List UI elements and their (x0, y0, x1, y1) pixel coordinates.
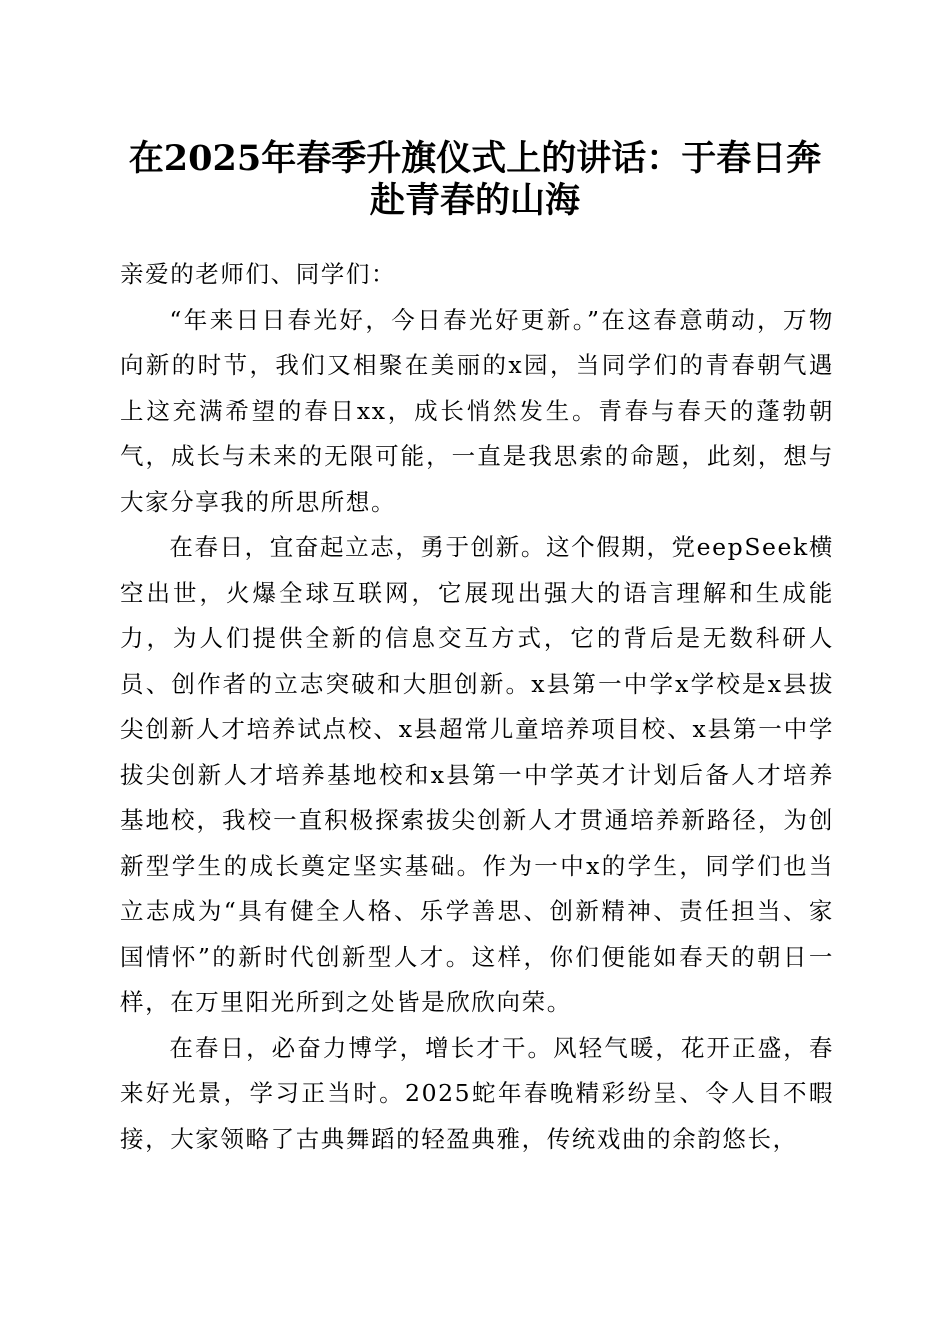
paragraph-learning: 在春日，必奋力博学，增长才干。风轻气暖，花开正盛，春来好光景，学习正当时。2025蛇年春晚精彩纷呈、令人目不暇接，大家领略了古典舞蹈的轻盈典雅，传统戏曲的余韵悠长， (120, 1033, 834, 1153)
document-body (120, 252, 834, 1162)
title-line-2: 赴青春的山海 (369, 180, 580, 221)
paragraph-opening: “年来日日春光好，今日春光好更新。”在这春意萌动，万物向新的时节，我们又相聚在美丽的x园，当同学们的青春朝气遇上这充满希望的春日xx，成长悄然发生。青春与春天的蓬勃朝气，成长与未来的无限可能，一直是我思索的命题，此刻，想与大家分享我的所思所想。 (120, 305, 834, 516)
salutation: 亲爱的老师们、同学们： (120, 260, 397, 288)
document-title (100, 138, 850, 222)
paragraph-innovation: 在春日，宜奋起立志，勇于创新。这个假期，党eepSeek横空出世，火爆全球互联网，它展现出强大的语言理解和生成能力，为人们提供全新的信息交互方式，它的背后是无数科研人员、创作者的立志突破和大胆创新。x县第一中学x学校是x县拔尖创新人才培养试点校、x县超常儿童培养项目校、x县第一中学拔尖创新人才培养基地校和x县第一中学英才计划后备人才培养基地校，我校一直积极探索拔尖创新人才贯通培养新路径，为创新型学生的成长奠定坚实基础。作为一中x的学生，同学们也当立志成为“具有健全人格、乐学善思、创新精神、责任担当、家国情怀”的新时代创新型人才。这样，你们便能如春天的朝日一样，在万里阳光所到之处皆是欣欣向荣。 (120, 533, 834, 1016)
title-line-1: 在2025年春季升旗仪式上的讲话：于春日奔 (128, 138, 822, 179)
